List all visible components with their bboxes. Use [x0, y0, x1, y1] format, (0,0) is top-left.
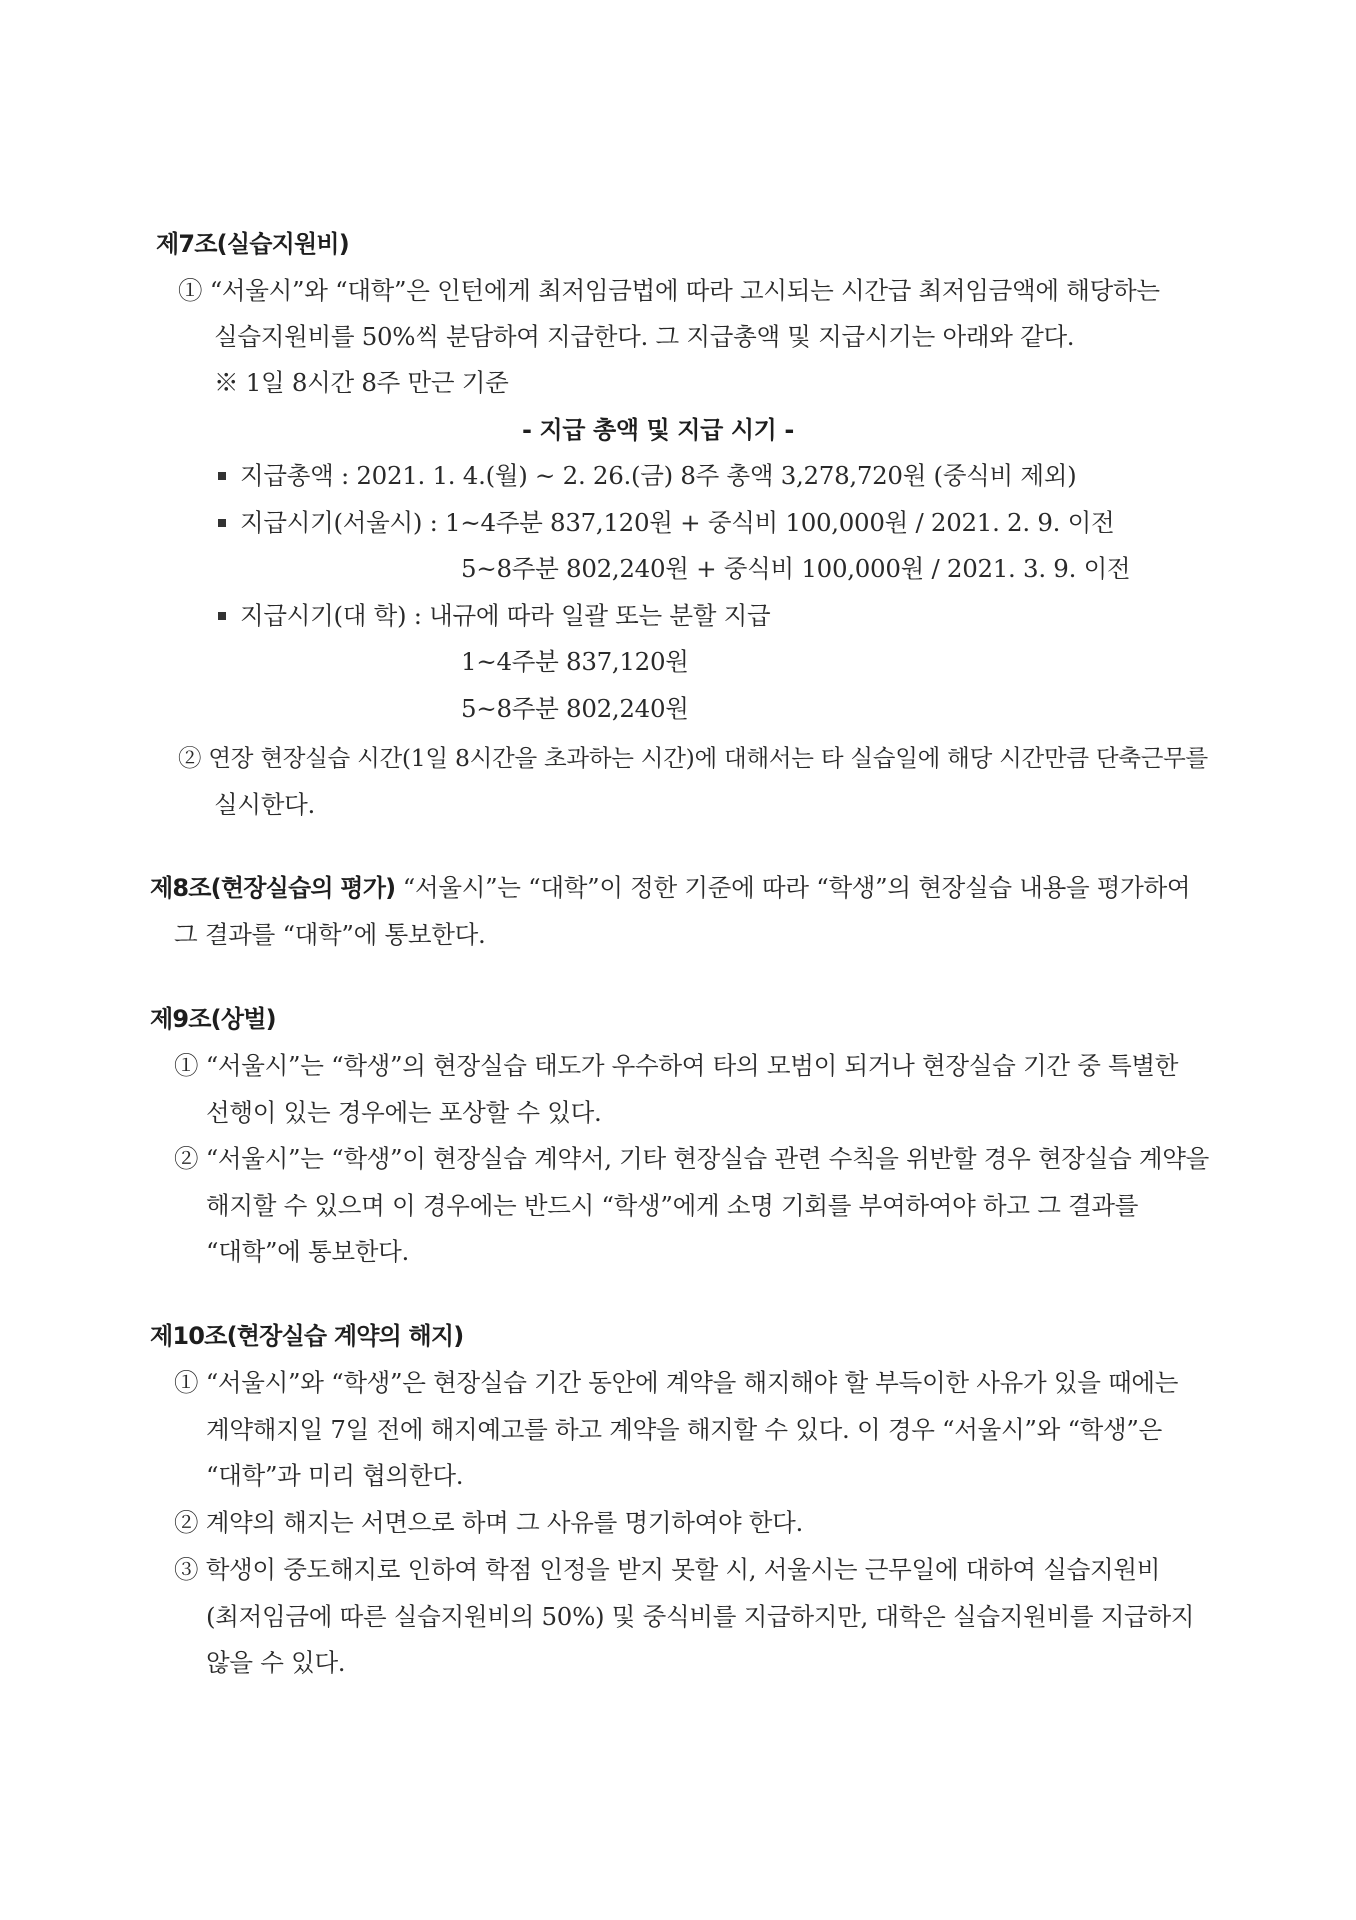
article-10-clause-3-line-1: ③ 학생이 중도해지로 인하여 학점 인정을 받지 못할 시, 서울시는 근무일에 대하여 실습지원비	[174, 1555, 1161, 1584]
payment-total-text: 지급총액 : 2021. 1. 4.(월) ~ 2. 26.(금) 8주 총액 3,278,720원 (중식비 제외)	[240, 461, 1077, 490]
payment-schedule-subheading: - 지급 총액 및 지급 시기 -	[522, 416, 794, 444]
payment-seoul-text-2: 5~8주분 802,240원 + 중식비 100,000원 / 2021. 3. 9. 이전	[461, 554, 1131, 583]
payment-seoul-item	[218, 506, 1114, 540]
payment-university-text-3: 5~8주분 802,240원	[461, 694, 689, 723]
article-9-heading: 제9조(상벌)	[150, 1005, 276, 1033]
article-9-clause-2-line-1: ② “서울시”는 “학생”이 현장실습 계약서, 기타 현장실습 관련 수칙을 위반할 경우 현장실습 계약을	[174, 1144, 1210, 1173]
article-10-clause-3-line-2: (최저임금에 따른 실습지원비의 50%) 및 중식비를 지급하지만, 대학은 실습지원비를 지급하지	[206, 1602, 1195, 1631]
payment-university-item	[218, 599, 770, 633]
article-10-clause-1-line-2: 계약해지일 7일 전에 해지예고를 하고 계약을 해지할 수 있다. 이 경우 “서울시”와 “학생”은	[206, 1415, 1163, 1444]
article-8-heading: 제8조(현장실습의 평가)	[150, 874, 396, 902]
article-9-clause-2-line-2: 해지할 수 있으며 이 경우에는 반드시 “학생”에게 소명 기회를 부여하여야 하고 그 결과를	[206, 1191, 1139, 1220]
bullet-icon	[218, 519, 226, 527]
article-9-clause-1-line-2: 선행이 있는 경우에는 포상할 수 있다.	[206, 1098, 602, 1127]
article-7-heading: 제7조(실습지원비)	[156, 230, 349, 258]
payment-total-item	[218, 459, 1076, 493]
article-10-clause-3-line-3: 않을 수 있다.	[206, 1648, 346, 1677]
bullet-icon	[218, 472, 226, 480]
article-9-clause-1-line-1: ① “서울시”는 “학생”의 현장실습 태도가 우수하여 타의 모범이 되거나 현장실습 기간 중 특별한	[174, 1051, 1179, 1080]
article-7-clause-1-line-1: ① “서울시”와 “대학”은 인턴에게 최저임금법에 따라 고시되는 시간급 최저임금액에 해당하는	[178, 276, 1160, 305]
article-7-note: ※ 1일 8시간 8주 만근 기준	[214, 368, 509, 397]
payment-university-text-2: 1~4주분 837,120원	[461, 647, 689, 676]
article-8-line-2: 그 결과를 “대학”에 통보한다.	[174, 920, 486, 949]
article-9-clause-2-line-3: “대학”에 통보한다.	[206, 1237, 409, 1266]
article-10-clause-1-line-1: ① “서울시”와 “학생”은 현장실습 기간 동안에 계약을 해지해야 할 부득이한 사유가 있을 때에는	[174, 1368, 1179, 1397]
payment-university-text-1: 지급시기(대 학) : 내규에 따라 일괄 또는 분할 지급	[240, 601, 771, 630]
article-10-clause-2: ② 계약의 해지는 서면으로 하며 그 사유를 명기하여야 한다.	[174, 1508, 804, 1537]
article-10-heading: 제10조(현장실습 계약의 해지)	[150, 1322, 464, 1350]
article-8-text-1: “서울시”는 “대학”이 정한 기준에 따라 “학생”의 현장실습 내용을 평가하여	[395, 873, 1191, 902]
article-7-clause-2-line-1: ② 연장 현장실습 시간(1일 8시간을 초과하는 시간)에 대해서는 타 실습일에 해당 시간만큼 단축근무를	[178, 744, 1208, 772]
payment-seoul-text-1: 지급시기(서울시) : 1~4주분 837,120원 + 중식비 100,000원 / 2021. 2. 9. 이전	[240, 508, 1115, 537]
bullet-icon	[218, 612, 226, 620]
article-8-line-1	[150, 871, 1190, 905]
article-10-clause-1-line-3: “대학”과 미리 협의한다.	[206, 1461, 464, 1490]
article-7-clause-1-line-2: 실습지원비를 50%씩 분담하여 지급한다. 그 지급총액 및 지급시기는 아래와 같다.	[214, 322, 1075, 351]
article-7-clause-2-line-2: 실시한다.	[214, 790, 315, 819]
